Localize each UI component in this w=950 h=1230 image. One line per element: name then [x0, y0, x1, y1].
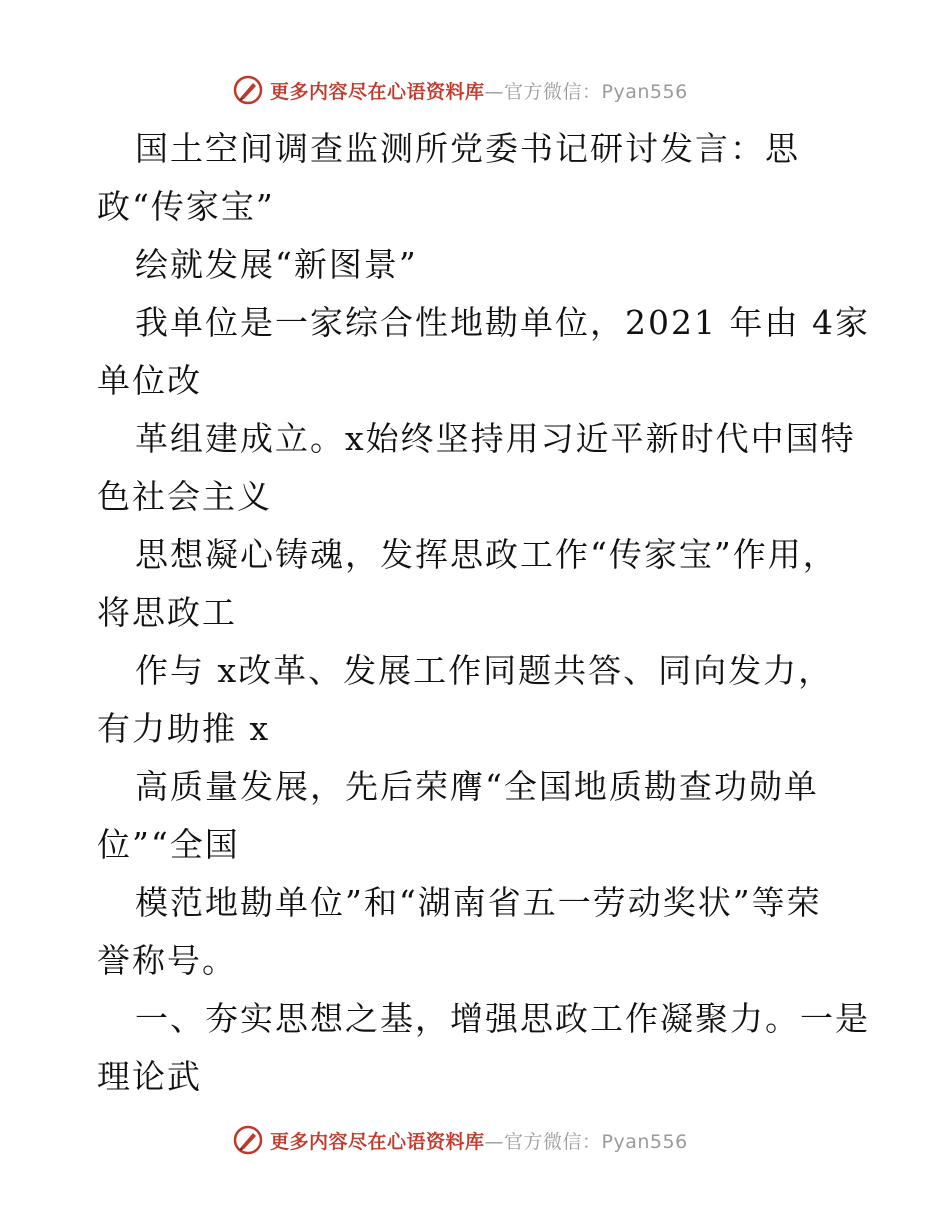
doc-line-4: 我单位是一家综合性地勘单位，2021 年由 4家	[135, 303, 870, 342]
doc-line-11: 有力助推 x	[97, 709, 271, 748]
doc-line-3: 绘就发展“新图景”	[135, 245, 418, 284]
doc-line-7: 色社会主义	[97, 477, 272, 516]
doc-line-6: 革组建成立。x始终坚持用习近平新时代中国特	[135, 419, 856, 458]
doc-line-13: 位”“全国	[97, 825, 240, 864]
doc-line-17: 理论武	[97, 1057, 202, 1096]
doc-line-16: 一、夯实思想之基，增强思政工作凝聚力。一是	[135, 999, 870, 1038]
doc-line-9: 将思政工	[97, 593, 237, 632]
doc-line-14: 模范地勘单位”和“湖南省五一劳动奖状”等荣	[135, 883, 822, 922]
header-banner-wechat: —官方微信：Pyan556	[484, 80, 688, 103]
pen-logo-icon	[232, 74, 264, 106]
doc-line-10: 作与 x改革、发展工作同题共答、同向发力，	[135, 651, 834, 690]
doc-line-1: 国土空间调查监测所党委书记研讨发言：思	[135, 129, 800, 168]
header-banner-title: 更多内容尽在心语资料库	[270, 80, 485, 103]
footer-banner-wechat: —官方微信：Pyan556	[484, 1130, 688, 1153]
header-banner	[232, 70, 752, 110]
doc-line-8: 思想凝心铸魂，发挥思政工作“传家宝”作用，	[135, 535, 838, 574]
pen-logo-icon	[232, 1124, 264, 1156]
document-body	[97, 120, 870, 1106]
footer-banner-title: 更多内容尽在心语资料库	[270, 1130, 485, 1153]
doc-line-2: 政“传家宝”	[97, 187, 275, 226]
doc-line-12: 高质量发展，先后荣膺“全国地质勘查功勋单	[135, 767, 819, 806]
footer-banner	[232, 1120, 752, 1160]
doc-line-5: 单位改	[97, 361, 202, 400]
doc-line-15: 誉称号。	[97, 941, 237, 980]
